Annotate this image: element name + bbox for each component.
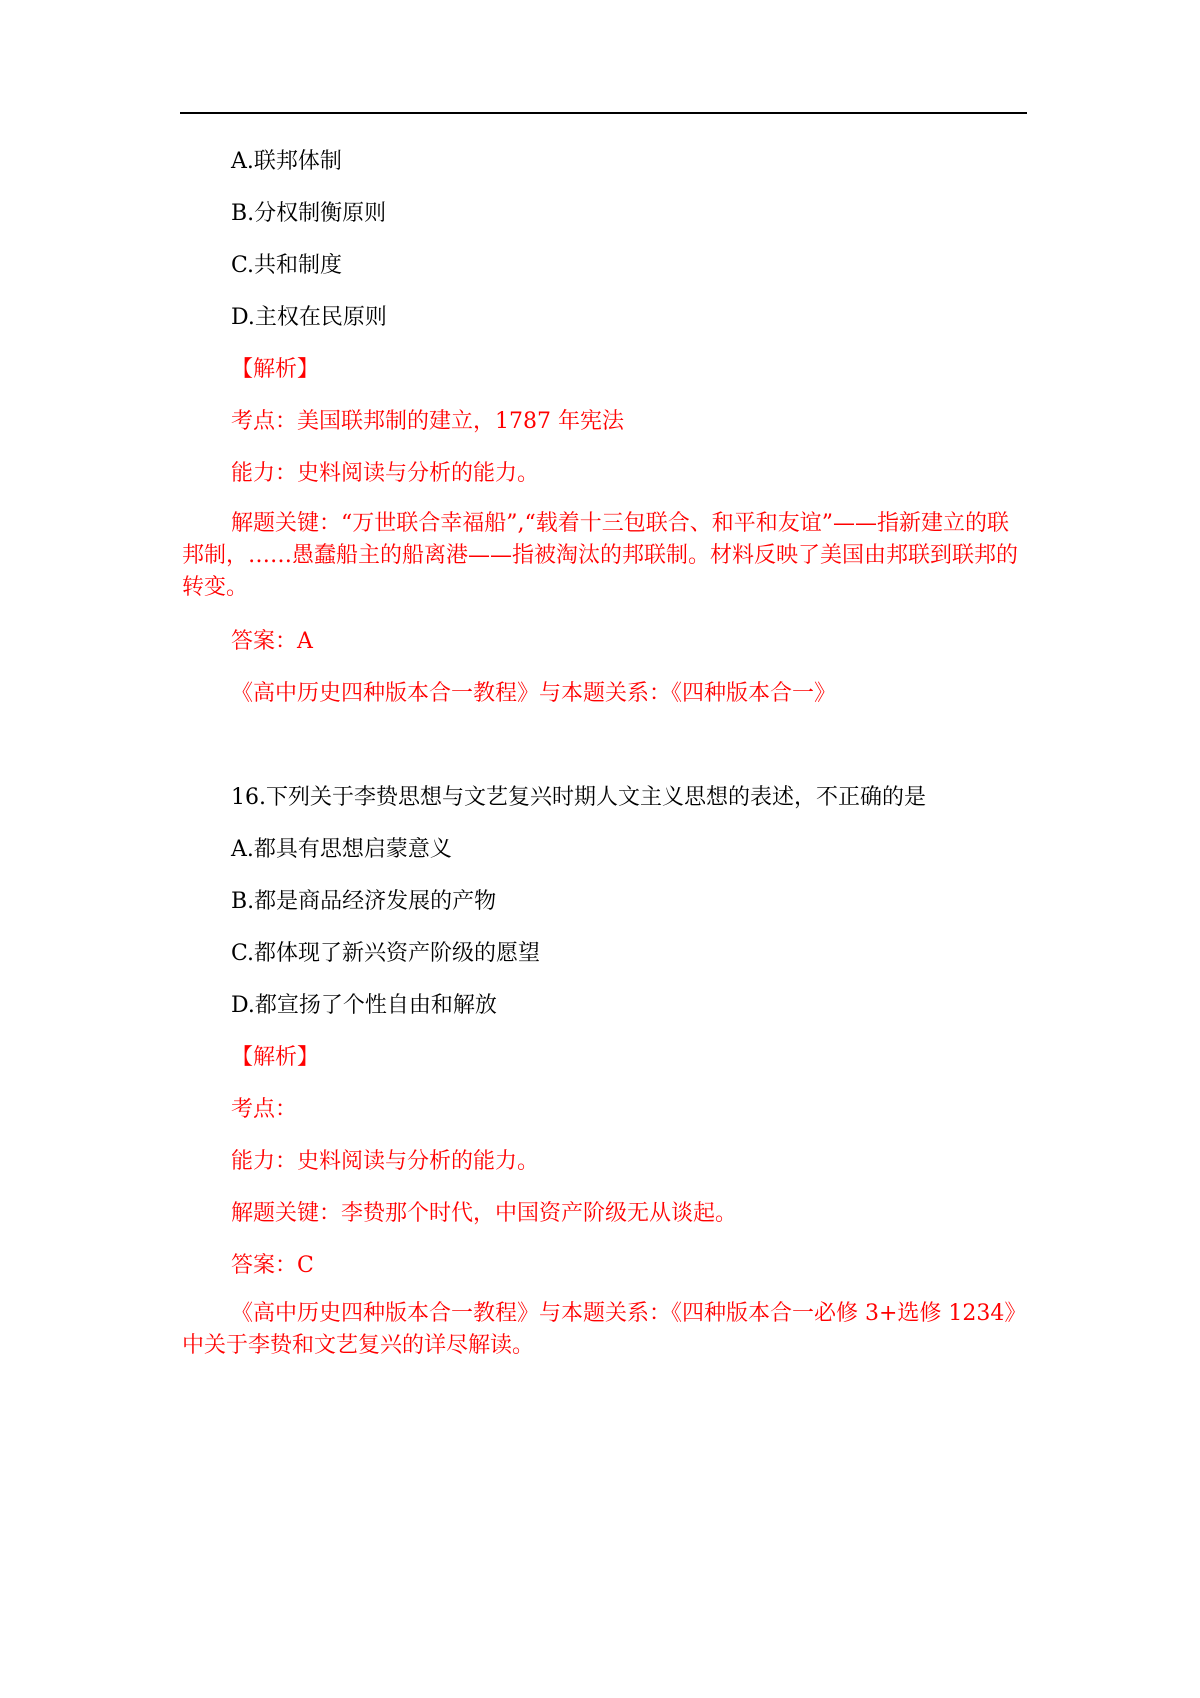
q16-nengli: 能力：史料阅读与分析的能力。 [231,1149,540,1174]
q15-analysis-header: 【解析】 [231,357,320,382]
q16-analysis-header: 【解析】 [231,1045,320,1070]
q16-option-c: C.都体现了新兴资产阶级的愿望 [231,941,541,966]
q15-option-d: D.主权在民原则 [231,305,387,330]
q15-answer: 答案：A [231,629,313,654]
q16-guanjian: 解题关键：李贽那个时代，中国资产阶级无从谈起。 [231,1201,738,1226]
q15-guanjian: 解题关键：“万世联合幸福船”,“载着十三包联合、和平和友谊”——指新建立的联邦制，……愚蠢船主的船离港——指被淘汰的邦联制。材料反映了美国由邦联到联邦的转变。 [182,511,1019,600]
q15-relation: 《高中历史四种版本合一教程》与本题关系：《四种版本合一》 [231,681,837,706]
q16-relation: 《高中历史四种版本合一教程》与本题关系：《四种版本合一必修 3+选修 1234》中关于李贽和文艺复兴的详尽解读。 [182,1301,1027,1358]
q16-question: 16.下列关于李贽思想与文艺复兴时期人文主义思想的表述，不正确的是 [231,785,926,810]
q15-kaodian: 考点：美国联邦制的建立，1787 年宪法 [231,409,624,434]
q16-option-a: A.都具有思想启蒙意义 [231,837,452,862]
header-rule [180,112,1027,114]
q16-answer: 答案：C [231,1253,314,1278]
q15-option-b: B.分权制衡原则 [231,201,387,226]
q15-nengli: 能力：史料阅读与分析的能力。 [231,461,540,486]
q15-option-c: C.共和制度 [231,253,343,278]
q15-option-a: A.联邦体制 [231,149,342,174]
q16-option-d: D.都宣扬了个性自由和解放 [231,993,497,1018]
q16-option-b: B.都是商品经济发展的产物 [231,889,497,914]
q16-kaodian: 考点： [231,1097,298,1122]
